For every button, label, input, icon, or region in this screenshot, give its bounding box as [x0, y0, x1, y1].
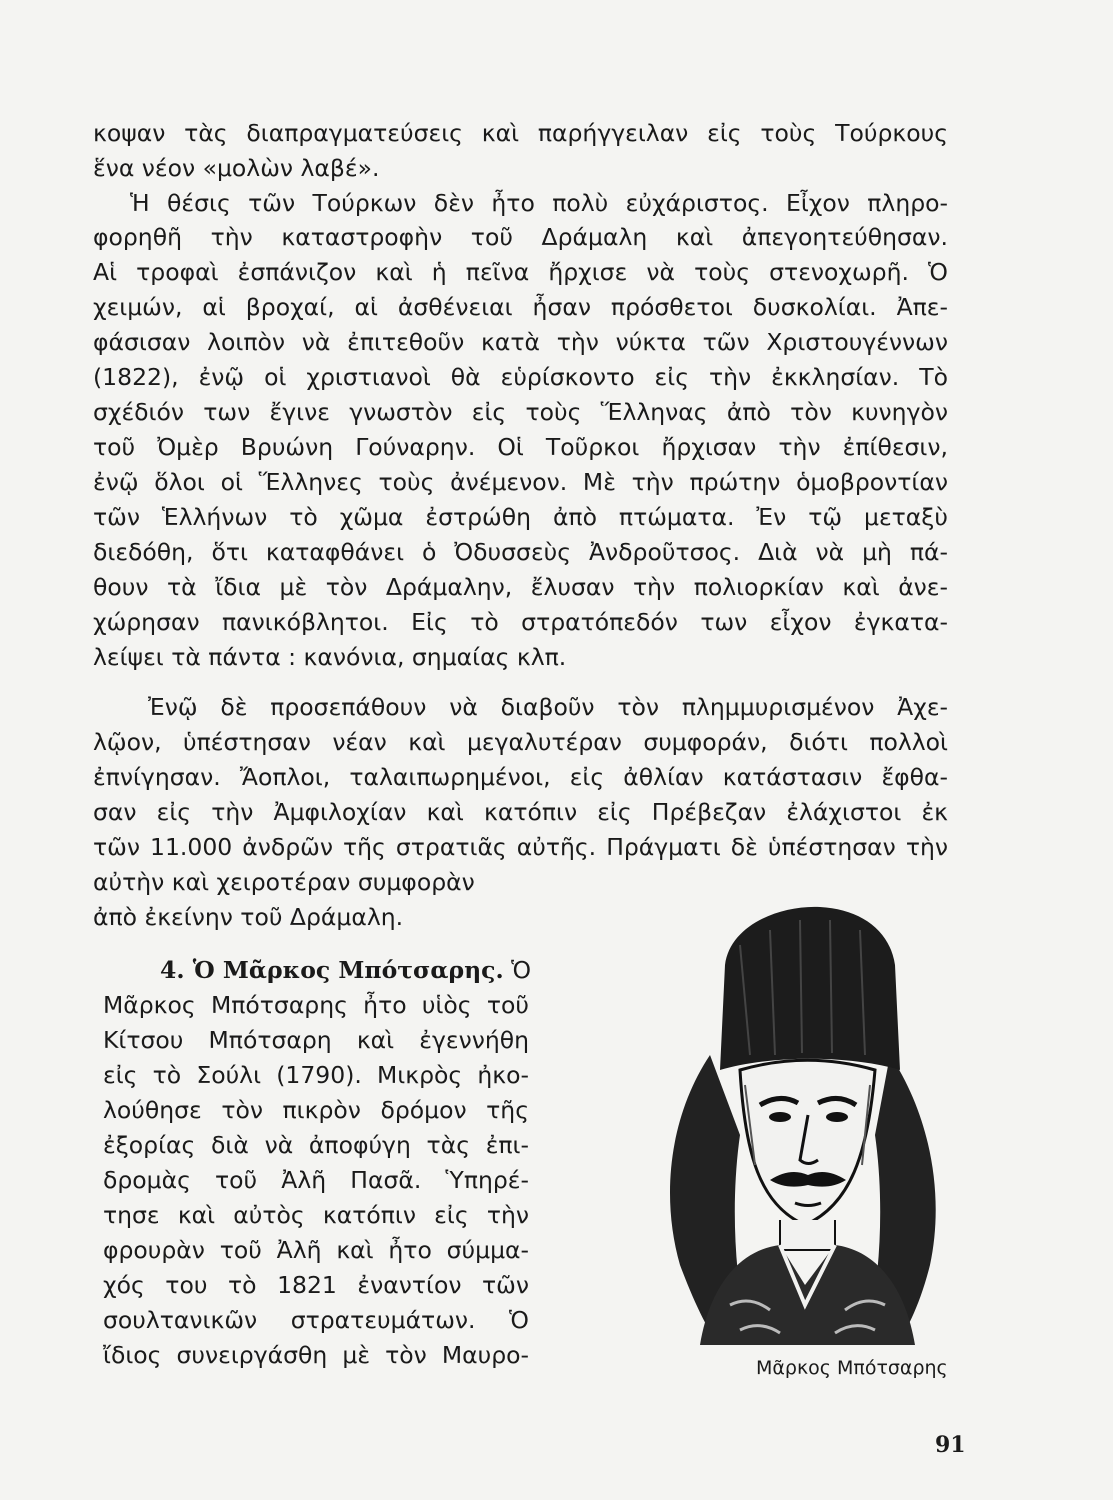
page-number: 91 — [935, 1432, 966, 1458]
text-line: Μᾶρκος Μπότσαρης ἦτο υἱὸς τοῦ — [103, 991, 529, 1019]
figure-caption: Μᾶρκος Μπότσαρης — [756, 1357, 948, 1379]
text-line: χειμών, αἱ βροχαί, αἱ ἀσθένειαι ἦσαν πρόσθετοι δυσκολίαι. Ἀπε- — [93, 293, 948, 321]
text-line: Ἡ θέσις τῶν Τούρκων δὲν ἦτο πολὺ εὐχάριστος. Εἶχον πληρο- — [130, 189, 948, 217]
text-line: Αἱ τροφαὶ ἐσπάνιζον καὶ ἡ πεῖνα ἤρχισε νὰ τοὺς στενοχωρῆ. Ὁ — [93, 258, 948, 286]
text-line: ἀπὸ ἐκείνην τοῦ Δράμαλη. — [93, 903, 404, 931]
text-line: φρουρὰν τοῦ Ἀλῆ καὶ ἦτο σύμμα- — [103, 1236, 529, 1264]
text-line: σχέδιόν των ἔγινε γνωστὸν εἰς τοὺς Ἕλληνας ἀπὸ τὸν κυνηγὸν — [93, 398, 948, 426]
section-heading-line — [160, 955, 532, 985]
text-line: κοψαν τὰς διαπραγματεύσεις καὶ παρήγγειλαν εἰς τοὺς Τούρκους — [93, 119, 948, 147]
text-line: τῶν 11.000 ἀνδρῶν τῆς στρατιᾶς αὐτῆς. Πράγματι δὲ ὑπέστησαν τὴν — [93, 833, 948, 861]
text-line: (1822), ἐνῷ οἱ χριστιανοὶ θὰ εὑρίσκοντο εἰς τὴν ἐκκλησίαν. Τὸ — [93, 363, 948, 391]
text-line: θουν τὰ ἴδια μὲ τὸν Δράμαλην, ἔλυσαν τὴν πολιορκίαν καὶ ἀνε- — [93, 573, 948, 601]
text-line: ἕνα νέον «μολὼν λαβέ». — [93, 154, 380, 182]
text-line: σουλτανικῶν στρατευμάτων. Ὁ — [103, 1306, 529, 1334]
text-line: δρομὰς τοῦ Ἀλῆ Πασᾶ. Ὑπηρέ- — [103, 1166, 529, 1194]
text-line: λούθησε τὸν πικρὸν δρόμον τῆς — [103, 1096, 529, 1124]
text-line: ἐξορίας διὰ νὰ ἀποφύγη τὰς ἐπι- — [103, 1131, 529, 1159]
text-line: ἐπνίγησαν. Ἄοπλοι, ταλαιπωρημένοι, εἰς ἀθλίαν κατάστασιν ἔφθα- — [93, 763, 948, 791]
text-line: ἐνῷ ὅλοι οἱ Ἕλληνες τοὺς ἀνέμενον. Μὲ τὴν πρώτην ὁμοβροντίαν — [93, 468, 948, 496]
section-heading-tail: Ὁ — [511, 956, 532, 984]
section-heading: 4. Ὁ Μᾶρκος Μπότσαρης. — [160, 956, 504, 984]
text-line: λείψει τὰ πάντα : κανόνια, σημαίας κλπ. — [93, 643, 567, 671]
text-line: τοῦ Ὀμὲρ Βρυώνη Γούναρην. Οἱ Τοῦρκοι ἤρχισαν τὴν ἐπίθεσιν, — [93, 433, 948, 461]
text-line: Κίτσου Μπότσαρη καὶ ἐγεννήθη — [103, 1026, 529, 1054]
text-line: φάσισαν λοιπὸν νὰ ἐπιτεθοῦν κατὰ τὴν νύκτα τῶν Χριστουγέννων — [93, 328, 948, 356]
text-line: εἰς τὸ Σούλι (1790). Μικρὸς ἠκο- — [103, 1061, 529, 1089]
text-line: διεδόθη, ὅτι καταφθάνει ὁ Ὀδυσσεὺς Ἀνδροῦτσος. Διὰ νὰ μὴ πά- — [93, 538, 948, 566]
text-line: σαν εἰς τὴν Ἀμφιλοχίαν καὶ κατόπιν εἰς Πρέβεζαν ἐλάχιστοι ἐκ — [93, 798, 948, 826]
text-line: αὐτὴν καὶ χειροτέραν συμφορὰν — [93, 868, 475, 896]
text-line: χός του τὸ 1821 ἐναντίον τῶν — [103, 1271, 529, 1299]
text-line: Ἐνῷ δὲ προσεπάθουν νὰ διαβοῦν τὸν πλημμυρισμένον Ἀχε- — [148, 693, 948, 721]
text-line: ἴδιος συνειργάσθη μὲ τὸν Μαυρο- — [103, 1341, 529, 1369]
text-line: χώρησαν πανικόβλητοι. Εἰς τὸ στρατόπεδόν των εἶχον ἐγκατα- — [93, 608, 948, 636]
text-line: τησε καὶ αὐτὸς κατόπιν εἰς τὴν — [103, 1201, 529, 1229]
text-line: λῷον, ὑπέστησαν νέαν καὶ μεγαλυτέραν συμφοράν, διότι πολλοὶ — [93, 728, 948, 756]
portrait-illustration — [640, 905, 970, 1345]
text-line: φορηθῆ τὴν καταστροφὴν τοῦ Δράμαλη καὶ ἀπεγοητεύθησαν. — [93, 223, 948, 251]
text-line: τῶν Ἑλλήνων τὸ χῶμα ἐστρώθη ἀπὸ πτώματα. Ἐν τῷ μεταξὺ — [93, 503, 948, 531]
